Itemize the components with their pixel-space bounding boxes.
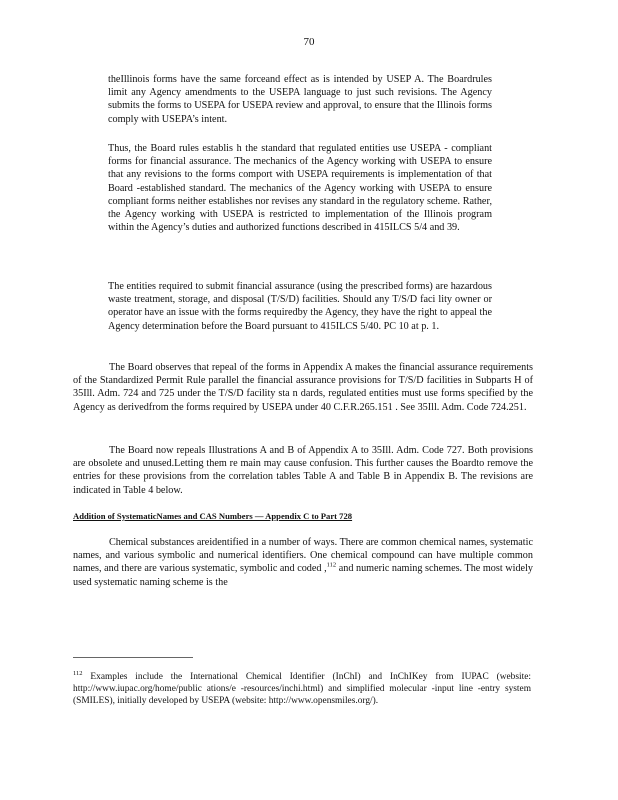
section-heading: Addition of SystematicNames and CAS Numbers — Appendix C to Part 728 xyxy=(73,511,353,521)
paragraph-3: The entities required to submit financial assurance (using the prescribed forms) are hazardous waste treatment, storage, and disposal (T/S/D) facilities. Should any T/S/D faci lity owner or operator have an issue with the forms requiredby the Agency, they have the right to appeal the Agency determination before the Board pursuant to 415ILCS 5/40. PC 10 at p. 1. xyxy=(108,281,492,332)
paragraph-2: Thus, the Board rules establis h the standard that regulated entities use USEPA - compliant forms for financial assurance. The mechanics of the Agency working with USEPA to ensure that any revisions to the forms comport with USEPA requirements is implementation of that Board -established standard. The mechanics of the Agency working with USEPA to ensure compliant forms neither establishes nor revises any standard in the regulatory scheme. Rather, the Agency working with USEPA is restricted to implementation of the Illinois program within the Agency’s duties and authorized functions described in 415ILCS 5/4 and 39. xyxy=(108,143,492,234)
footnote-reference: 112 xyxy=(326,562,337,570)
footnote-separator xyxy=(73,657,193,658)
paragraph-1: theIllinois forms have the same forceand effect as is intended by USEP A. The Boardrules limit any Agency amendments to the USEPA language to just such revisions. The Agency submits the forms to USEPA for USEPA review and approval, to ensure that the Illinois forms comply with USEPA’s intent. xyxy=(108,74,492,125)
paragraph-5: The Board now repeals Illustrations A and B of Appendix A to 35Ill. Adm. Code 727. Both provisions are obsolete and unused.Letting them re main may cause confusion. This further causes the Boardto remove the entries for these provisions from the correlation tables Table A and Table B in Appendix B. The revisions are indicated in Table 4 below. xyxy=(73,445,533,496)
paragraph-6-continued: and numeric naming schemes. The most widely used systematic naming scheme is the xyxy=(73,563,533,588)
page-number: 70 xyxy=(303,36,315,48)
paragraph-4: The Board observes that repeal of the forms in Appendix A makes the financial assurance requirements of the Standardized Permit Rule parallel the financial assurance provisions for T/S/D facilities in Subparts H of 35Ill. Adm. 724 and 725 under the T/S/D facility sta n dards, regulated entities must use forms specified by the Agency as derivedfrom the forms required by USEPA under 40 C.F.R.265.151 . See 35Ill. Adm. Code 724.251. xyxy=(73,362,533,413)
footnote-text: Examples include the International Chemical Identifier (InChI) and InChIKey from IUPAC (website: http://www.iupac.org/home/public ations/e -resources/inchi.html) and simplified molecular -input line -entry system (SMILES), initially developed by USEPA (website: http://www.opensmiles.org/). xyxy=(73,672,531,707)
footnote-number: 112 xyxy=(73,669,83,677)
paragraph-6-text: Chemical substances areidentified in a number of ways. There are common chemical names, systematic names, and various symbolic and numerical identifiers. One chemical compound can have multiple common names, and there are various systematic, symbolic and coded , xyxy=(73,537,533,575)
footnote xyxy=(73,671,531,708)
paragraph-6 xyxy=(73,536,533,589)
